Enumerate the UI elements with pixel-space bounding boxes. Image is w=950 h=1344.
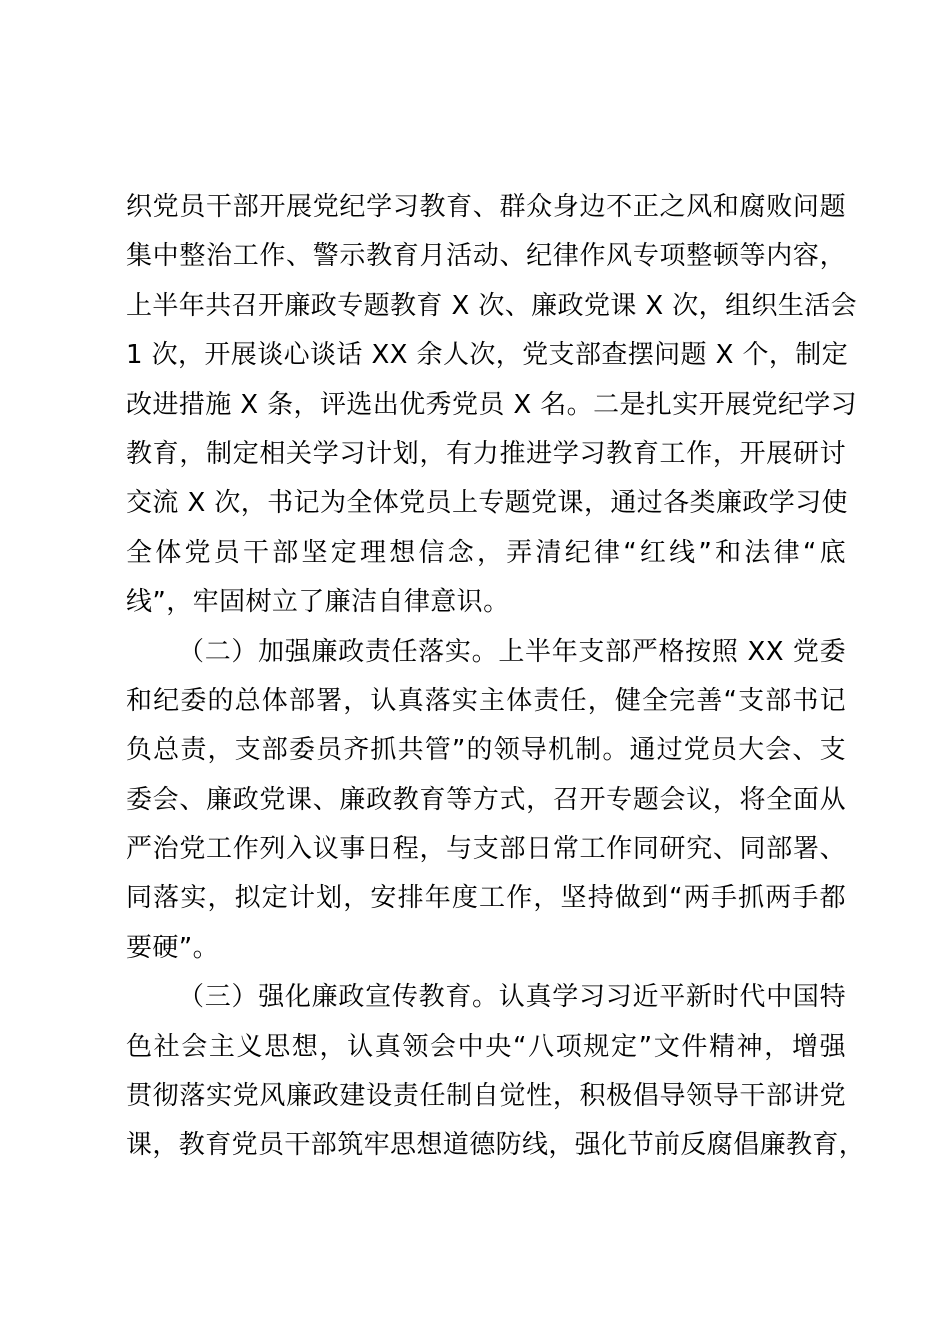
paragraph-1 (126, 183, 858, 628)
paragraph-2 (126, 628, 846, 974)
text-line: 交流 X 次，书记为全体党员上专题党课，通过各类廉政学习使 (126, 488, 848, 519)
text-line: 和纪委的总体部署，认真落实主体责任，健全完善“支部书记 (126, 685, 846, 716)
text-line: 同落实，拟定计划，安排年度工作，坚持做到“两手抓两手都 (126, 883, 846, 914)
text-line: 严治党工作列入议事日程，与支部日常工作同研究、同部署、 (126, 834, 846, 865)
document-body (126, 183, 866, 1171)
text-line: 线”，牢固树立了廉洁自律意识。 (126, 587, 510, 618)
text-line: 1 次，开展谈心谈话 XX 余人次，党支部查摆问题 X 个，制定 (126, 340, 849, 371)
text-line: 负总责，支部委员齐抓共管”的领导机制。通过党员大会、支 (126, 735, 846, 766)
text-line: （三）强化廉政宣传教育。认真学习习近平新时代中国特 (178, 982, 846, 1013)
text-line: 上半年共召开廉政专题教育 X 次、廉政党课 X 次，组织生活会 (126, 290, 858, 321)
text-line: 课，教育党员干部筑牢思想道德防线，强化节前反腐倡廉教育， (126, 1130, 866, 1161)
text-line: （二）加强廉政责任落实。上半年支部严格按照 XX 党委 (178, 636, 846, 667)
text-line: 改进措施 X 条，评选出优秀党员 X 名。二是扎实开展党纪学习 (126, 389, 858, 420)
text-line: 贯彻落实党风廉政建设责任制自觉性，积极倡导领导干部讲党 (126, 1081, 846, 1112)
text-line: 全体党员干部坚定理想信念，弄清纪律“红线”和法律“底 (126, 537, 846, 568)
text-line: 教育，制定相关学习计划，有力推进学习教育工作，开展研讨 (126, 438, 846, 469)
text-line: 织党员干部开展党纪学习教育、群众身边不正之风和腐败问题 (126, 192, 846, 222)
text-line: 委会、廉政党课、廉政教育等方式，召开专题会议，将全面从 (126, 784, 846, 815)
paragraph-3 (126, 973, 866, 1171)
text-line: 集中整治工作、警示教育月活动、纪律作风专项整顿等内容， (126, 241, 846, 272)
text-line: 色社会主义思想，认真领会中央“八项规定”文件精神，增强 (126, 1031, 846, 1062)
text-line: 要硬”。 (126, 932, 220, 963)
